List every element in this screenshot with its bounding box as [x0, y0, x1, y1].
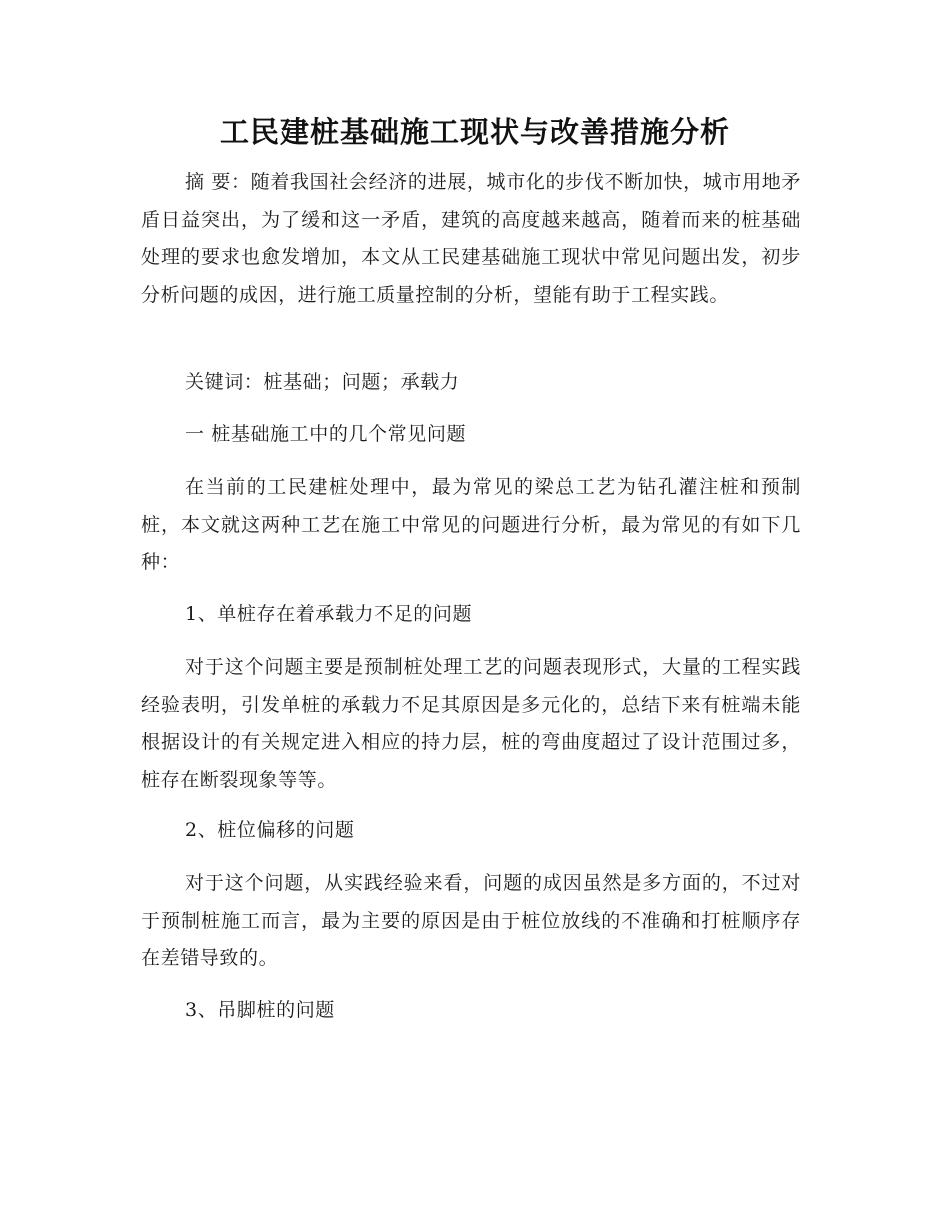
- keywords-line: 关键词：桩基础；问题；承载力: [185, 371, 460, 393]
- item-1-heading: 1、单桩存在着承载力不足的问题: [185, 603, 473, 625]
- item-2-paragraph: 对于这个问题，从实践经验来看，问题的成因虽然是多方面的，不过对于预制桩施工而言，最为主要的原因是由于桩位放线的不准确和打桩顺序存在差错导致的。: [141, 872, 801, 969]
- item-2-heading: 2、桩位偏移的问题: [185, 819, 355, 841]
- abstract-paragraph: 摘 要：随着我国社会经济的进展，城市化的步伐不断加快，城市用地矛盾日益突出，为了缓和这一矛盾，建筑的高度越来越高，随着而来的桩基础处理的要求也愈发增加，本文从工民建基础施工现状中常见问题出发，初步分析问题的成因，进行施工质量控制的分析，望能有助于工程实践。: [141, 171, 801, 306]
- section-intro-paragraph: 在当前的工民建桩处理中，最为常见的梁总工艺为钻孔灌注桩和预制桩，本文就这两种工艺在施工中常见的问题进行分析，最为常见的有如下几种：: [141, 476, 801, 573]
- document-title: 工民建桩基础施工现状与改善措施分析: [219, 115, 730, 149]
- item-3-heading: 3、吊脚桩的问题: [185, 999, 335, 1021]
- section-heading: 一 桩基础施工中的几个常见问题: [185, 423, 467, 445]
- item-1-paragraph: 对于这个问题主要是预制桩处理工艺的问题表现形式，大量的工程实践经验表明，引发单桩的承载力不足其原因是多元化的，总结下来有桩端未能根据设计的有关规定进入相应的持力层，桩的弯曲度超过了设计范围过多，桩存在断裂现象等等。: [141, 656, 801, 791]
